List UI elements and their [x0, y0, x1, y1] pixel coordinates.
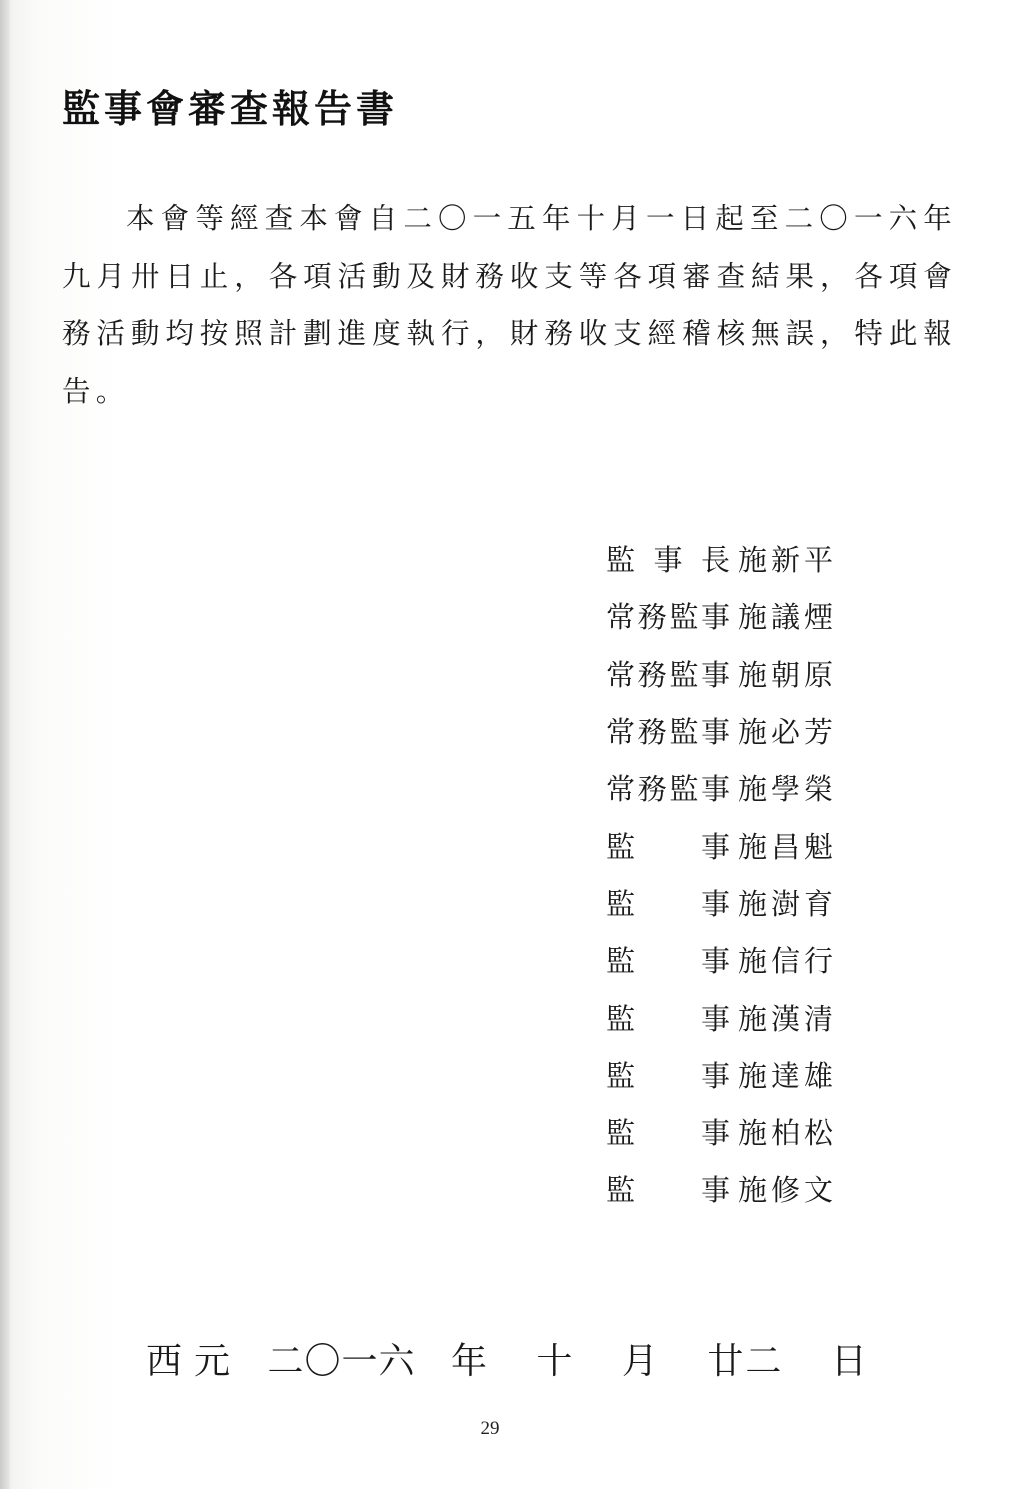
signatory-name: 施學榮 — [738, 772, 838, 807]
date-era: 西元 — [146, 1341, 243, 1382]
signatory-row — [606, 587, 906, 644]
signatory-row — [606, 1103, 906, 1160]
signatory-title: 監事 — [606, 1116, 730, 1151]
signatory-title: 監事 — [606, 1058, 730, 1093]
signatory-title: 常務監事 — [606, 772, 730, 807]
signatory-name: 施澍育 — [738, 886, 838, 921]
signatory-row — [606, 874, 906, 931]
document-date — [146, 1333, 867, 1384]
signatory-name: 施昌魁 — [738, 829, 838, 864]
signatory-title: 常務監事 — [606, 657, 730, 692]
document-title: 監事會審查報告書 — [62, 87, 399, 131]
signatory-title: 監事 — [606, 1173, 730, 1208]
signatory-row — [606, 988, 906, 1045]
date-month-unit: 月 — [621, 1341, 658, 1382]
signatory-row — [606, 816, 906, 873]
signatory-title: 常務監事 — [606, 600, 730, 635]
signatory-title: 監事 — [606, 829, 730, 864]
signatory-title: 監事 — [606, 886, 730, 921]
signatory-name: 施柏松 — [738, 1116, 838, 1151]
date-day: 廿二 — [707, 1341, 784, 1382]
signatory-list — [606, 530, 906, 1218]
signatory-title: 常務監事 — [606, 715, 730, 750]
signatory-title: 監事 — [606, 1001, 730, 1036]
signatory-name: 施漢清 — [738, 1001, 838, 1036]
signatory-name: 施必芳 — [738, 715, 838, 750]
date-month: 十 — [536, 1341, 573, 1382]
signatory-row — [606, 645, 906, 702]
date-year-unit: 年 — [450, 1341, 487, 1382]
signatory-row — [606, 530, 906, 587]
signatory-row — [606, 931, 906, 988]
date-day-unit: 日 — [830, 1341, 867, 1382]
signatory-name: 施信行 — [738, 944, 838, 979]
signatory-row — [606, 1160, 906, 1217]
signatory-title: 監事 — [606, 944, 730, 979]
page-number: 29 — [480, 1418, 500, 1439]
date-year: 二〇一六 — [267, 1341, 416, 1382]
signatory-name: 施新平 — [738, 543, 838, 578]
signatory-name: 施修文 — [738, 1173, 838, 1208]
signatory-row — [606, 759, 906, 816]
signatory-title: 監事長 — [606, 543, 730, 578]
report-body: 本會等經查本會自二〇一五年十月一日起至二〇一六年九月卅日止，各項活動及財務收支等各項審查結果，各項會務活動均按照計劃進度執行，財務收支經稽核無誤，特此報告。 — [62, 202, 957, 408]
signatory-name: 施議煙 — [738, 600, 838, 635]
page-binding-shadow — [0, 0, 10, 1489]
signatory-name: 施朝原 — [738, 657, 838, 692]
signatory-row — [606, 1046, 906, 1103]
signatory-name: 施達雄 — [738, 1058, 838, 1093]
signatory-row — [606, 702, 906, 759]
